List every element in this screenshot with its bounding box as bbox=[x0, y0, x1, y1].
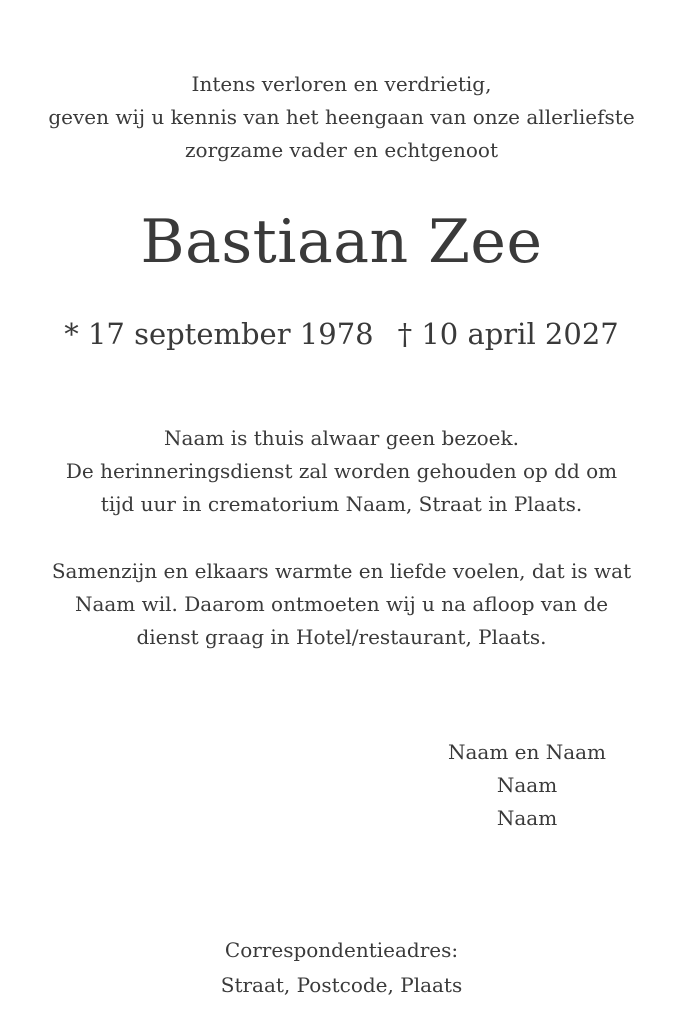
signer-line: Naam en Naam bbox=[447, 740, 607, 764]
death-symbol: † bbox=[397, 317, 413, 351]
intro-line: Intens verloren en verdrietig, bbox=[191, 72, 492, 96]
closing-line: dienst graag in Hotel/restaurant, Plaats. bbox=[136, 625, 547, 649]
intro-text bbox=[0, 68, 683, 167]
closing-line: Samenzijn en elkaars warmte en liefde voelen, dat is wat bbox=[51, 559, 632, 583]
birth-date: 17 september 1978 bbox=[87, 317, 374, 351]
correspondence-address bbox=[0, 933, 683, 1003]
birth-symbol: * bbox=[64, 317, 79, 351]
info-line: Naam is thuis alwaar geen bezoek. bbox=[164, 426, 519, 450]
info-line: De herinneringsdienst zal worden gehouden op dd om bbox=[65, 459, 618, 483]
life-dates bbox=[0, 313, 683, 355]
address-value: Straat, Postcode, Plaats bbox=[220, 973, 463, 997]
info-line: tijd uur in crematorium Naam, Straat in Plaats. bbox=[100, 492, 583, 516]
service-info bbox=[0, 422, 683, 521]
death-date: 10 april 2027 bbox=[421, 317, 619, 351]
deceased-name: Bastiaan Zee bbox=[140, 207, 543, 277]
family-signers bbox=[427, 736, 627, 835]
closing-line: Naam wil. Daarom ontmoeten wij u na afloop van de bbox=[74, 592, 609, 616]
signer-line: Naam bbox=[496, 806, 558, 830]
gathering-text bbox=[0, 555, 683, 654]
signer-line: Naam bbox=[496, 773, 558, 797]
intro-line: zorgzame vader en echtgenoot bbox=[184, 138, 498, 162]
intro-line: geven wij u kennis van het heengaan van onze allerliefste bbox=[48, 105, 635, 129]
address-label: Correspondentieadres: bbox=[224, 938, 459, 962]
